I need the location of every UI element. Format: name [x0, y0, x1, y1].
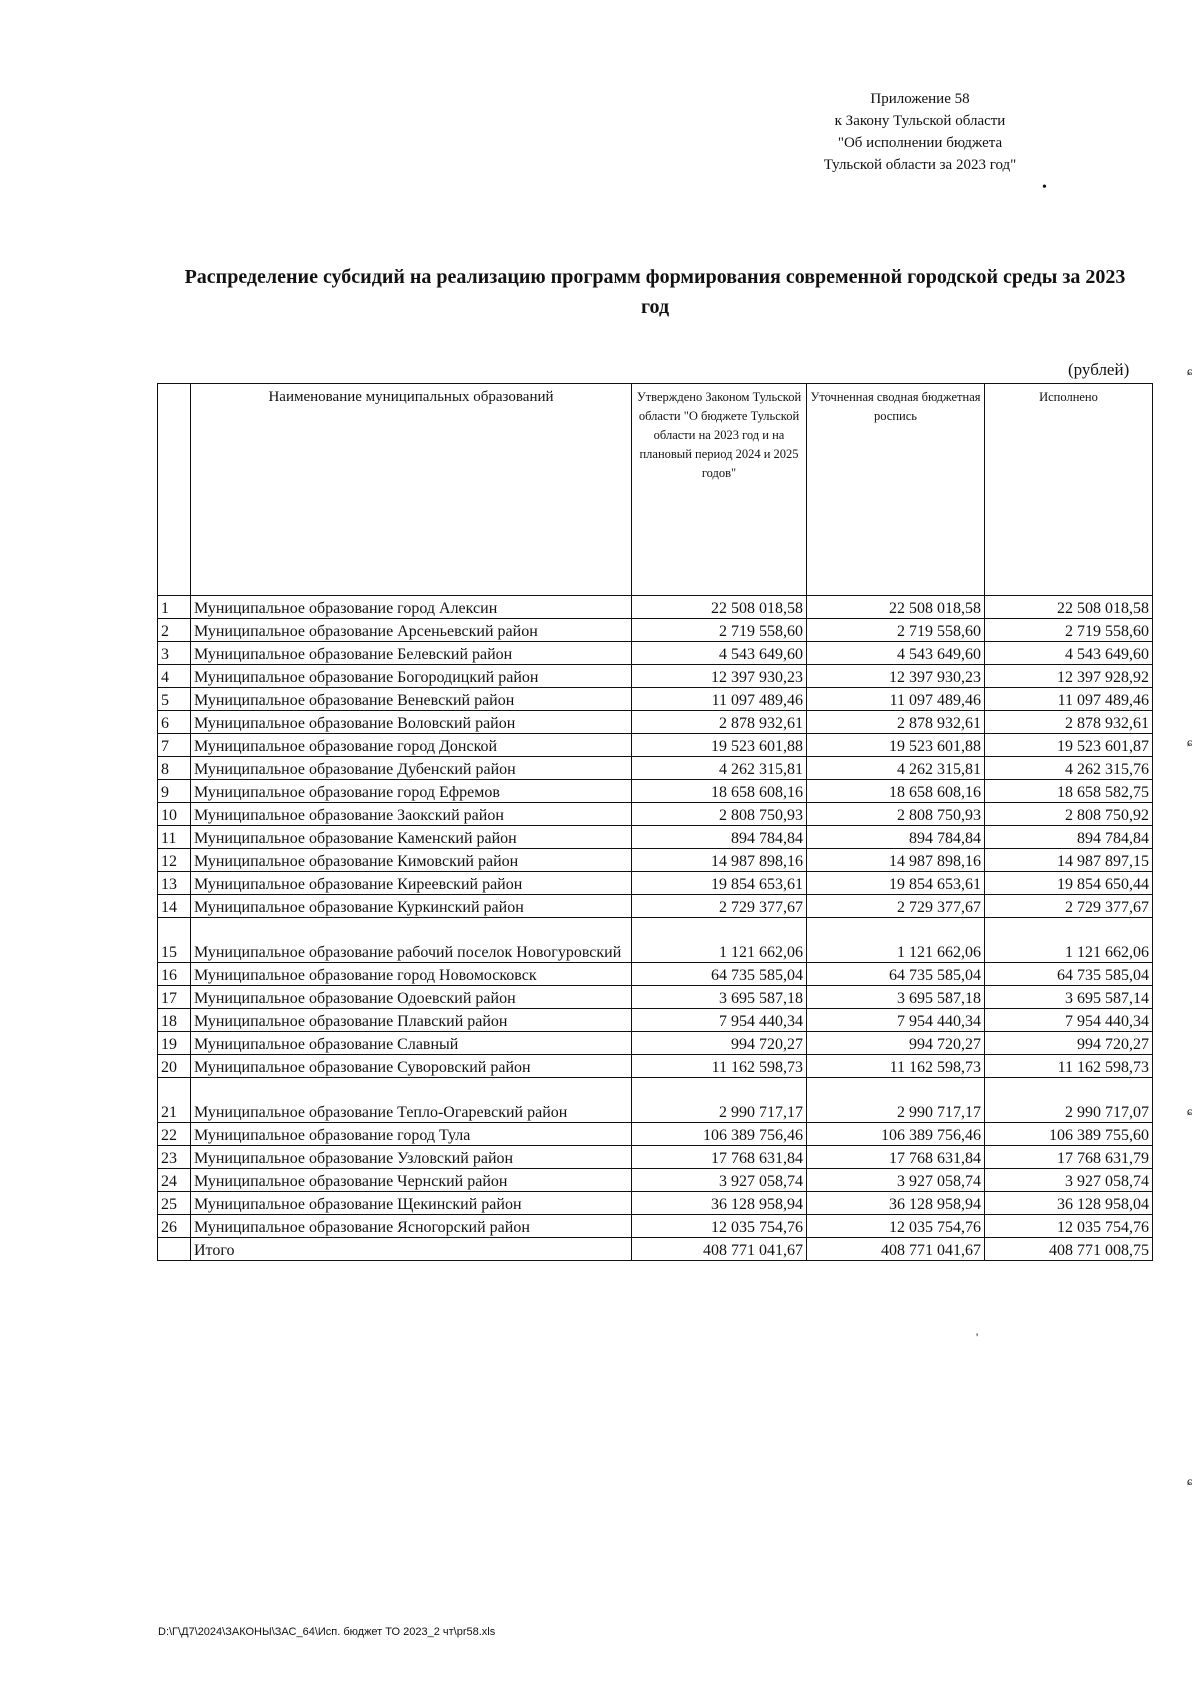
- row-number: 5: [158, 688, 191, 711]
- row-number: 4: [158, 665, 191, 688]
- table-row: [158, 895, 1153, 918]
- revised-amount: 3 927 058,74: [807, 1169, 985, 1192]
- approved-amount: 36 128 958,94: [632, 1192, 807, 1215]
- municipality-name: Муниципальное образование Славный: [191, 1032, 632, 1055]
- municipality-name: Муниципальное образование Каменский район: [191, 826, 632, 849]
- revised-amount: 11 097 489,46: [807, 688, 985, 711]
- municipality-name: Муниципальное образование город Донской: [191, 734, 632, 757]
- revised-amount: 2 808 750,93: [807, 803, 985, 826]
- executed-amount: 64 735 585,04: [985, 963, 1153, 986]
- table-row: [158, 1123, 1153, 1146]
- revised-amount: 4 543 649,60: [807, 642, 985, 665]
- approved-amount: 17 768 631,84: [632, 1146, 807, 1169]
- appendix-line-3: "Об исполнении бюджета: [837, 135, 1003, 151]
- revised-amount: 17 768 631,84: [807, 1146, 985, 1169]
- executed-amount: 7 954 440,34: [985, 1009, 1153, 1032]
- revised-amount: 894 784,84: [807, 826, 985, 849]
- municipality-name: Муниципальное образование Чернский район: [191, 1169, 632, 1192]
- executed-amount: 12 397 928,92: [985, 665, 1153, 688]
- approved-amount: 106 389 756,46: [632, 1123, 807, 1146]
- approved-amount: 3 927 058,74: [632, 1169, 807, 1192]
- approved-amount: 2 990 717,17: [632, 1078, 807, 1123]
- header-number: [158, 384, 191, 596]
- approved-amount: 408 771 041,67: [632, 1238, 807, 1261]
- municipality-name: Муниципальное образование город Новомосковск: [191, 963, 632, 986]
- row-number: 6: [158, 711, 191, 734]
- executed-amount: 19 523 601,87: [985, 734, 1153, 757]
- municipality-name: Муниципальное образование Белевский район: [191, 642, 632, 665]
- row-number: 18: [158, 1009, 191, 1032]
- row-number: 26: [158, 1215, 191, 1238]
- revised-amount: 19 854 653,61: [807, 872, 985, 895]
- row-number: 10: [158, 803, 191, 826]
- table-row: [158, 986, 1153, 1009]
- executed-amount: 3 695 587,14: [985, 986, 1153, 1009]
- table-row: [158, 1169, 1153, 1192]
- revised-amount: 22 508 018,58: [807, 596, 985, 619]
- executed-amount: 12 035 754,76: [985, 1215, 1153, 1238]
- executed-amount: 2 990 717,07: [985, 1078, 1153, 1123]
- approved-amount: 12 035 754,76: [632, 1215, 807, 1238]
- row-number: 3: [158, 642, 191, 665]
- row-number: 20: [158, 1055, 191, 1078]
- executed-amount: 4 543 649,60: [985, 642, 1153, 665]
- table-row: [158, 734, 1153, 757]
- revised-amount: 7 954 440,34: [807, 1009, 985, 1032]
- row-number: 22: [158, 1123, 191, 1146]
- table-row: [158, 665, 1153, 688]
- municipality-name: Муниципальное образование Киреевский район: [191, 872, 632, 895]
- row-number: 2: [158, 619, 191, 642]
- approved-amount: 22 508 018,58: [632, 596, 807, 619]
- approved-amount: 64 735 585,04: [632, 963, 807, 986]
- revised-amount: 106 389 756,46: [807, 1123, 985, 1146]
- scan-mark: ɕ: [1187, 1474, 1193, 1488]
- scan-mark: ɕ: [1187, 1104, 1193, 1118]
- table-row: [158, 596, 1153, 619]
- approved-amount: 18 658 608,16: [632, 780, 807, 803]
- appendix-line-2: к Закону Тульской области: [834, 113, 1006, 129]
- executed-amount: 2 719 558,60: [985, 619, 1153, 642]
- executed-amount: 3 927 058,74: [985, 1169, 1153, 1192]
- executed-amount: 19 854 650,44: [985, 872, 1153, 895]
- approved-amount: 11 097 489,46: [632, 688, 807, 711]
- units-label: (рублей): [1068, 360, 1130, 379]
- executed-amount: 2 878 932,61: [985, 711, 1153, 734]
- row-number: 21: [158, 1078, 191, 1123]
- executed-amount: 11 162 598,73: [985, 1055, 1153, 1078]
- approved-amount: 2 719 558,60: [632, 619, 807, 642]
- subsidy-table: [157, 383, 1153, 1261]
- revised-amount: 11 162 598,73: [807, 1055, 985, 1078]
- table-row: [158, 711, 1153, 734]
- municipality-name: Муниципальное образование Щекинский район: [191, 1192, 632, 1215]
- appendix-line-4: Тульской области за 2023 год": [823, 157, 1017, 173]
- executed-amount: 2 729 377,67: [985, 895, 1153, 918]
- executed-amount: 17 768 631,79: [985, 1146, 1153, 1169]
- table-row: [158, 826, 1153, 849]
- municipality-name: Итого: [191, 1238, 632, 1261]
- executed-amount: 408 771 008,75: [985, 1238, 1153, 1261]
- municipality-name: Муниципальное образование Плавский район: [191, 1009, 632, 1032]
- municipality-name: Муниципальное образование Богородицкий район: [191, 665, 632, 688]
- municipality-name: Муниципальное образование Веневский район: [191, 688, 632, 711]
- revised-amount: 12 035 754,76: [807, 1215, 985, 1238]
- executed-amount: 106 389 755,60: [985, 1123, 1153, 1146]
- table-row: [158, 1192, 1153, 1215]
- header-name: Наименование муниципальных образований: [191, 384, 632, 596]
- approved-amount: 19 523 601,88: [632, 734, 807, 757]
- row-number: 24: [158, 1169, 191, 1192]
- municipality-name: Муниципальное образование Суворовский район: [191, 1055, 632, 1078]
- scan-mark: ': [976, 1330, 979, 1344]
- municipality-name: Муниципальное образование город Ефремов: [191, 780, 632, 803]
- row-number: 14: [158, 895, 191, 918]
- executed-amount: 1 121 662,06: [985, 918, 1153, 963]
- table-row: [158, 1146, 1153, 1169]
- header-approved: Утверждено Законом Тульской области "О бюджете Тульской области на 2023 год и на плановый период 2024 и 2025 годов": [632, 384, 807, 596]
- approved-amount: 11 162 598,73: [632, 1055, 807, 1078]
- approved-amount: 2 808 750,93: [632, 803, 807, 826]
- municipality-name: Муниципальное образование Узловский район: [191, 1146, 632, 1169]
- table-row: [158, 803, 1153, 826]
- header-executed: Исполнено: [985, 384, 1153, 596]
- municipality-name: Муниципальное образование Одоевский район: [191, 986, 632, 1009]
- table-row: [158, 963, 1153, 986]
- executed-amount: 18 658 582,75: [985, 780, 1153, 803]
- approved-amount: 19 854 653,61: [632, 872, 807, 895]
- table-row: [158, 688, 1153, 711]
- table-row: [158, 918, 1153, 963]
- revised-amount: 12 397 930,23: [807, 665, 985, 688]
- table-row: [158, 642, 1153, 665]
- row-number: 25: [158, 1192, 191, 1215]
- municipality-name: Муниципальное образование Воловский район: [191, 711, 632, 734]
- row-number: 23: [158, 1146, 191, 1169]
- row-number: 12: [158, 849, 191, 872]
- revised-amount: 3 695 587,18: [807, 986, 985, 1009]
- municipality-name: Муниципальное образование Дубенский район: [191, 757, 632, 780]
- table-row: [158, 1032, 1153, 1055]
- approved-amount: 994 720,27: [632, 1032, 807, 1055]
- municipality-name: Муниципальное образование рабочий поселок Новогуровский: [191, 918, 632, 963]
- municipality-name: Муниципальное образование Арсеньевский район: [191, 619, 632, 642]
- approved-amount: 4 262 315,81: [632, 757, 807, 780]
- executed-amount: 22 508 018,58: [985, 596, 1153, 619]
- scan-dot: •: [1042, 180, 1047, 195]
- revised-amount: 14 987 898,16: [807, 849, 985, 872]
- row-number: 13: [158, 872, 191, 895]
- row-number: 16: [158, 963, 191, 986]
- row-number: 11: [158, 826, 191, 849]
- file-path-footer: D:\Г\Д7\2024\ЗАКОНЫ\ЗАС_64\Исп. бюджет ТО 2023_2 чт\pr58.xls: [158, 1626, 496, 1638]
- table-row: [158, 872, 1153, 895]
- approved-amount: 4 543 649,60: [632, 642, 807, 665]
- revised-amount: 36 128 958,94: [807, 1192, 985, 1215]
- executed-amount: 36 128 958,04: [985, 1192, 1153, 1215]
- row-number: 7: [158, 734, 191, 757]
- row-number: 15: [158, 918, 191, 963]
- table-row: [158, 780, 1153, 803]
- revised-amount: 19 523 601,88: [807, 734, 985, 757]
- executed-amount: 11 097 489,46: [985, 688, 1153, 711]
- table-row: [158, 1215, 1153, 1238]
- approved-amount: 894 784,84: [632, 826, 807, 849]
- appendix-block: [770, 88, 1070, 176]
- approved-amount: 12 397 930,23: [632, 665, 807, 688]
- header-revised: Уточненная сводная бюджетная роспись: [807, 384, 985, 596]
- row-number: 1: [158, 596, 191, 619]
- revised-amount: 18 658 608,16: [807, 780, 985, 803]
- revised-amount: 4 262 315,81: [807, 757, 985, 780]
- municipality-name: Муниципальное образование Ясногорский район: [191, 1215, 632, 1238]
- executed-amount: 994 720,27: [985, 1032, 1153, 1055]
- municipality-name: Муниципальное образование Тепло-Огаревский район: [191, 1078, 632, 1123]
- approved-amount: 3 695 587,18: [632, 986, 807, 1009]
- executed-amount: 2 808 750,92: [985, 803, 1153, 826]
- revised-amount: 64 735 585,04: [807, 963, 985, 986]
- table-header-row: [158, 384, 1153, 596]
- municipality-name: Муниципальное образование город Тула: [191, 1123, 632, 1146]
- municipality-name: Муниципальное образование Куркинский район: [191, 895, 632, 918]
- revised-amount: 408 771 041,67: [807, 1238, 985, 1261]
- executed-amount: 894 784,84: [985, 826, 1153, 849]
- table-row: [158, 1009, 1153, 1032]
- approved-amount: 7 954 440,34: [632, 1009, 807, 1032]
- executed-amount: 14 987 897,15: [985, 849, 1153, 872]
- table-row: [158, 1055, 1153, 1078]
- municipality-name: Муниципальное образование город Алексин: [191, 596, 632, 619]
- row-number: 17: [158, 986, 191, 1009]
- approved-amount: 2 878 932,61: [632, 711, 807, 734]
- municipality-name: Муниципальное образование Заокский район: [191, 803, 632, 826]
- revised-amount: 2 729 377,67: [807, 895, 985, 918]
- approved-amount: 2 729 377,67: [632, 895, 807, 918]
- revised-amount: 2 990 717,17: [807, 1078, 985, 1123]
- approved-amount: 1 121 662,06: [632, 918, 807, 963]
- executed-amount: 4 262 315,76: [985, 757, 1153, 780]
- revised-amount: 2 719 558,60: [807, 619, 985, 642]
- row-number: [158, 1238, 191, 1261]
- municipality-name: Муниципальное образование Кимовский район: [191, 849, 632, 872]
- row-number: 8: [158, 757, 191, 780]
- row-number: 19: [158, 1032, 191, 1055]
- table-row: [158, 757, 1153, 780]
- document-title: Распределение субсидий на реализацию программ формирования современной городской среды за 2023 год: [184, 266, 1126, 318]
- total-row: [158, 1238, 1153, 1261]
- table-row: [158, 849, 1153, 872]
- row-number: 9: [158, 780, 191, 803]
- scan-mark: ɕ: [1187, 735, 1193, 749]
- revised-amount: 2 878 932,61: [807, 711, 985, 734]
- revised-amount: 1 121 662,06: [807, 918, 985, 963]
- revised-amount: 994 720,27: [807, 1032, 985, 1055]
- scan-mark: ɕ: [1187, 364, 1193, 378]
- appendix-line-1: Приложение 58: [870, 91, 970, 107]
- approved-amount: 14 987 898,16: [632, 849, 807, 872]
- table-row: [158, 619, 1153, 642]
- table-row: [158, 1078, 1153, 1123]
